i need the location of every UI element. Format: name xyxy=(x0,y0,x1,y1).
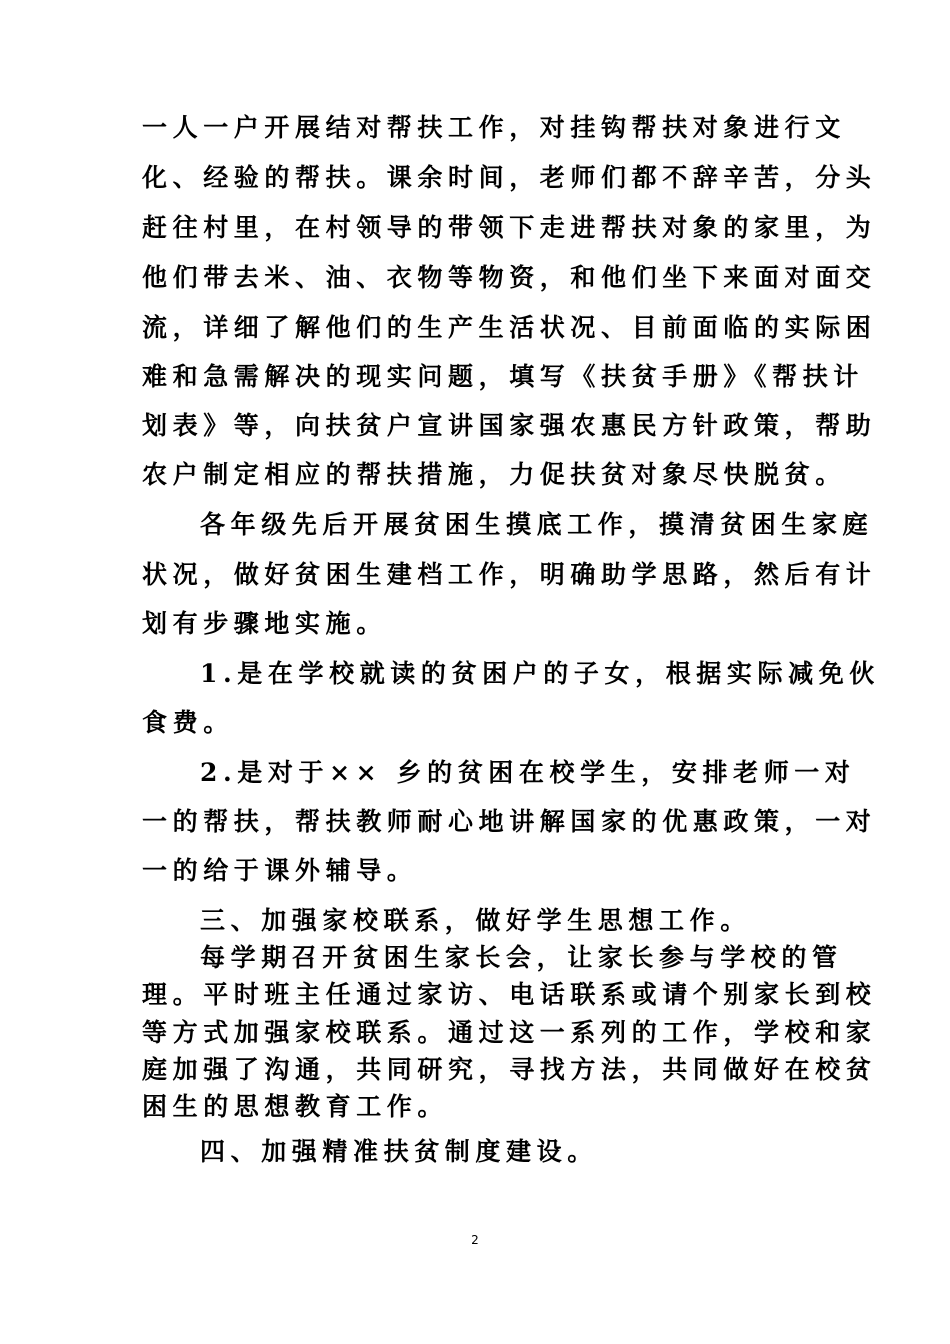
page-number: 2 xyxy=(471,1233,479,1247)
text-line: 等方式加强家校联系。通过这一系列的工作，学校和家 xyxy=(142,1018,877,1047)
text-line: 农户制定相应的帮扶措施，力促扶贫对象尽快脱贫。 xyxy=(142,460,846,489)
text-line: 流，详细了解他们的生产生活状况、目前面临的实际困 xyxy=(142,313,877,342)
text-line: 每学期召开贫困生家长会，让家长参与学校的管 xyxy=(200,943,843,972)
section-heading-4: 四、加强精准扶贫制度建设。 xyxy=(200,1137,598,1166)
text-line: 一的给于课外辅导。 xyxy=(142,856,418,885)
text-line: 赶往村里，在村领导的带领下走进帮扶对象的家里，为 xyxy=(142,213,877,242)
text-line: 化、经验的帮扶。课余时间，老师们都不辞辛苦，分头 xyxy=(142,163,877,192)
text-line: 理。平时班主任通过家访、电话联系或请个别家长到校 xyxy=(142,980,877,1009)
text-line: 他们带去米、油、衣物等物资，和他们坐下来面对面交 xyxy=(142,263,877,292)
text-line: 划有步骤地实施。 xyxy=(142,609,387,638)
text-line: 划表》等，向扶贫户宣讲国家强农惠民方针政策，帮助 xyxy=(142,411,877,440)
text-line: 各年级先后开展贫困生摸底工作，摸清贫困生家庭 xyxy=(200,510,874,539)
text-line: 一人一户开展结对帮扶工作，对挂钩帮扶对象进行文 xyxy=(142,113,846,142)
text-line: 庭加强了沟通，共同研究，寻找方法，共同做好在校贫 xyxy=(142,1055,877,1084)
text-line: 困生的思想教育工作。 xyxy=(142,1092,449,1121)
section-heading-3: 三、加强家校联系，做好学生思想工作。 xyxy=(200,906,751,935)
list-item-1: 1.是在学校就读的贫困户的子女，根据实际减免伙 xyxy=(200,659,880,688)
text-line: 一的帮扶，帮扶教师耐心地讲解国家的优惠政策，一对 xyxy=(142,807,877,836)
list-item-2: 2.是对于×× 乡的贫困在校学生，安排老师一对 xyxy=(200,758,856,787)
text-line: 状况，做好贫困生建档工作，明确助学思路，然后有计 xyxy=(142,560,877,589)
text-line: 难和急需解决的现实问题，填写《扶贫手册》《帮扶计 xyxy=(142,362,864,391)
text-line: 食费。 xyxy=(142,708,234,737)
